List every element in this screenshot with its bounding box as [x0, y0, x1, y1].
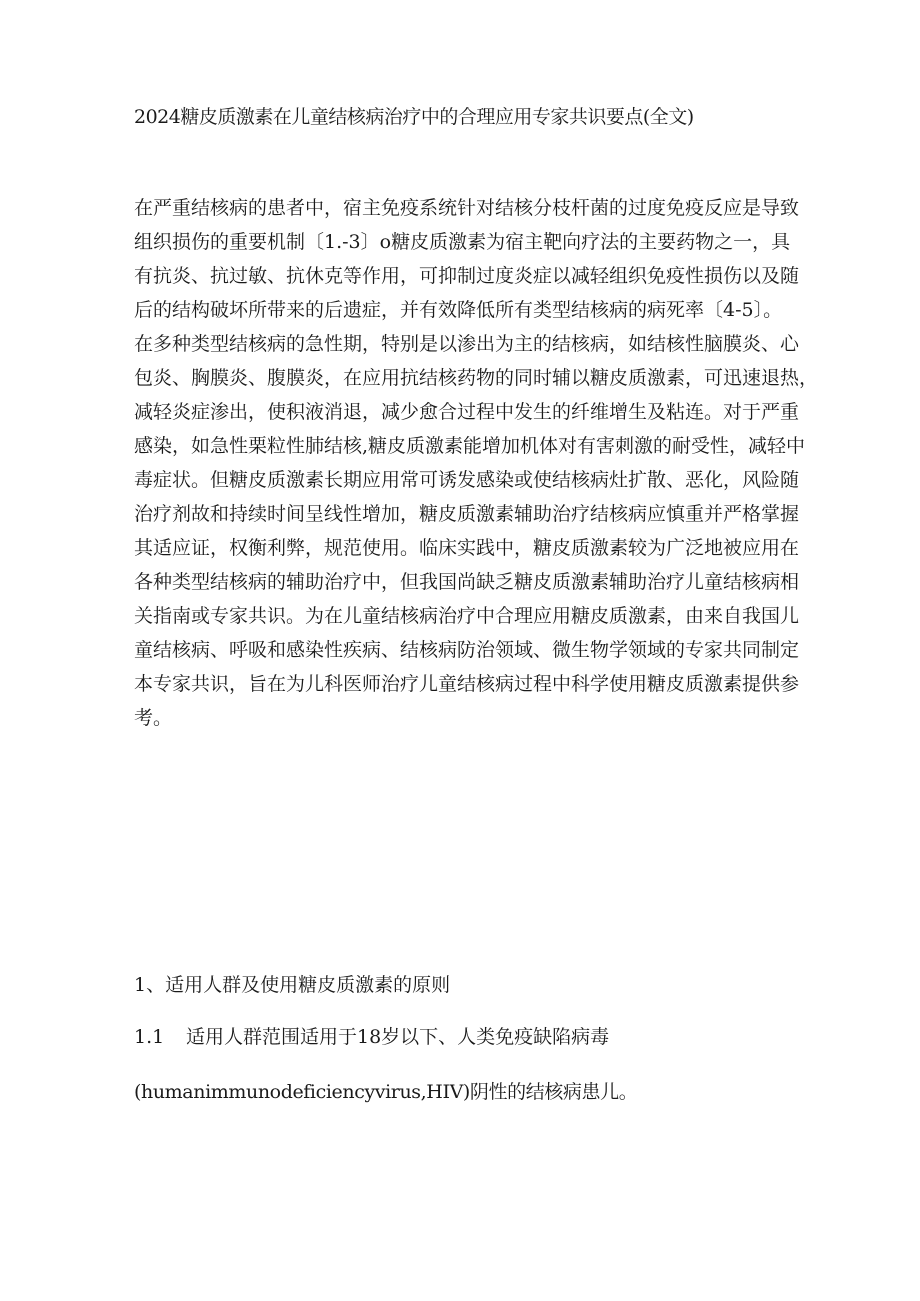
paragraph-line: 童结核病、呼吸和感染性疾病、结核病防治领域、微生物学领域的专家共同制定: [134, 639, 800, 661]
paragraph-line: 减轻炎症渗出，使积液消退，减少愈合过程中发生的纤维增生及粘连。对于严重: [134, 401, 800, 423]
paragraph-line: 在多种类型结核病的急性期，特别是以渗出为主的结核病，如结核性脑膜炎、心: [134, 333, 800, 355]
paragraph-line: 各种类型结核病的辅助治疗中，但我国尚缺乏糖皮质激素辅助治疗儿童结核病相: [134, 571, 800, 593]
paragraph-line: 其适应证，权衡利弊，规范使用。临床实践中，糖皮质激素较为广泛地被应用在: [134, 537, 800, 559]
paragraph-line: 关指南或专家共识。为在儿童结核病治疗中合理应用糖皮质激素，由来自我国儿: [134, 605, 800, 627]
paragraph-line: 包炎、胸膜炎、腹膜炎，在应用抗结核药物的同时辅以糖皮质激素，可迅速退热，: [134, 367, 819, 389]
paragraph-line: 毒症状。但糖皮质激素长期应用常可诱发感染或使结核病灶扩散、恶化，风险随: [134, 469, 800, 491]
section-1-1-text: 适用人群范围适用于18岁以下、人类免疫缺陷病毒: [186, 1026, 610, 1048]
paragraph-line: 有抗炎、抗过敏、抗休克等作用，可抑制过度炎症以减轻组织免疫性损伤以及随: [134, 265, 800, 287]
intro-paragraph: [134, 191, 819, 735]
section-1-heading: 1、适用人群及使用糖皮质激素的原则: [134, 974, 451, 996]
paragraph-line: 在严重结核病的患者中，宿主免疫系统针对结核分枝杆菌的过度免疫反应是导致: [134, 197, 800, 219]
document-title: 2024糖皮质激素在儿童结核病治疗中的合理应用专家共识要点(全文): [134, 106, 694, 128]
paragraph-line: 本专家共识，旨在为儿科医师治疗儿童结核病过程中科学使用糖皮质激素提供参: [134, 673, 800, 695]
section-1-1-text-continued: (humanimmunodeficiencyvirus,HIV)阴性的结核病患儿。: [134, 1081, 638, 1103]
paragraph-line: 后的结构破坏所带来的后遗症，并有效降低所有类型结核病的病死率〔4-5〕。: [134, 299, 783, 321]
paragraph-line: 感染，如急性栗粒性肺结核,糖皮质激素能增加机体对有害刺激的耐受性，减轻中: [134, 435, 806, 457]
paragraph-line: 组织损伤的重要机制〔1.-3〕o糖皮质激素为宿主靶向疗法的主要药物之一，具: [134, 231, 791, 253]
paragraph-line: 治疗剂故和持续时间呈线性增加，糖皮质激素辅助治疗结核病应慎重并严格掌握: [134, 503, 800, 525]
section-1-1-number: 1.1: [134, 1026, 165, 1048]
paragraph-line: 考。: [134, 707, 173, 729]
section-1-1-row: [134, 1020, 609, 1054]
